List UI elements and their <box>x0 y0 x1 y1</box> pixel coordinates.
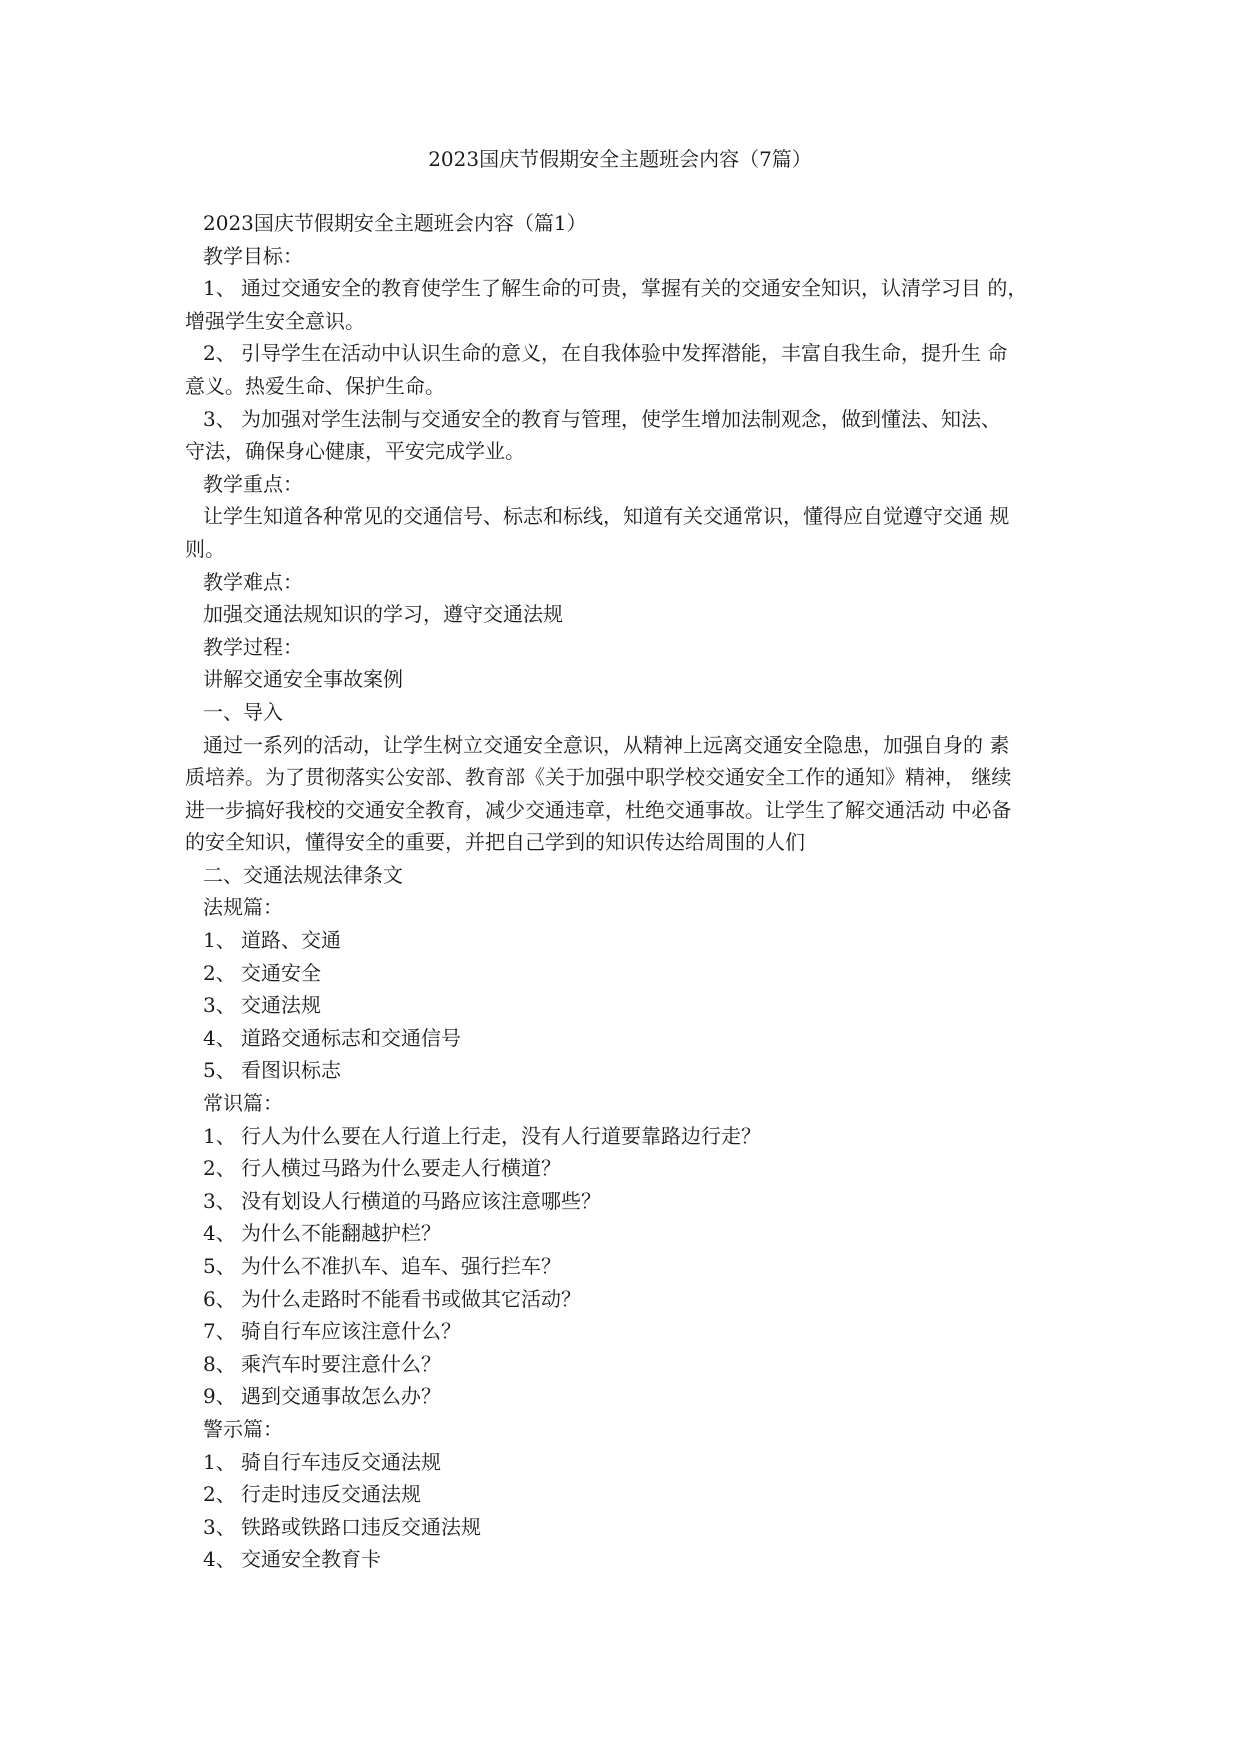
line-text: 守法，确保身心健康，平安完成学业。 <box>185 439 525 464</box>
text-line <box>185 1120 1075 1153</box>
text-line <box>185 859 1075 892</box>
line-text: 质培养。为了贯彻落实公安部、教育部《关于加强中职学校交通安全工作的通知》精神， 继续 <box>185 765 1012 790</box>
text-line <box>185 1283 1075 1316</box>
list-number: 5、 <box>203 1058 236 1083</box>
line-text: 增强学生安全意识。 <box>185 308 365 333</box>
line-text: 行人横过马路为什么要走人行横道？ <box>241 1156 561 1181</box>
list-number: 2、 <box>203 1482 236 1507</box>
line-text: 通过一系列的活动，让学生树立交通安全意识，从精神上远离交通安全隐患，加强自身的 素 <box>203 732 1010 757</box>
list-number: 1、 <box>203 1123 236 1148</box>
line-text: 骑自行车应该注意什么？ <box>241 1319 461 1344</box>
line-text: 加强交通法规知识的学习，遵守交通法规 <box>203 602 563 627</box>
text-line <box>185 566 1075 599</box>
line-text: 交通安全 <box>241 960 321 985</box>
line-text: 进一步搞好我校的交通安全教育，减少交通违章，杜绝交通事故。让学生了解交通活动 中必备 <box>185 797 1012 822</box>
text-line <box>185 891 1075 924</box>
text-line <box>185 696 1075 729</box>
text-line <box>185 1413 1075 1446</box>
line-text: 让学生知道各种常见的交通信号、标志和标线，知道有关交通常识，懂得应自觉遵守交通 规 <box>203 504 1010 529</box>
document-body <box>185 207 1075 1576</box>
list-number: 1、 <box>203 928 236 953</box>
document-title: 2023国庆节假期安全主题班会内容（7篇） <box>428 147 812 171</box>
line-text: 法规篇： <box>203 895 283 920</box>
text-line <box>185 1022 1075 1055</box>
text-line <box>185 272 1075 305</box>
text-line <box>185 500 1075 533</box>
text-line <box>185 1152 1075 1185</box>
text-line <box>185 533 1075 566</box>
line-text: 二、交通法规法律条文 <box>203 862 403 887</box>
text-line <box>185 1446 1075 1479</box>
line-text: 没有划设人行横道的马路应该注意哪些？ <box>241 1188 601 1213</box>
list-number: 4、 <box>203 1025 236 1050</box>
list-number: 1、 <box>203 1449 236 1474</box>
list-number: 4、 <box>203 1221 236 1246</box>
text-line <box>185 631 1075 664</box>
text-line <box>185 1511 1075 1544</box>
text-line <box>185 403 1075 436</box>
text-line <box>185 305 1075 338</box>
text-line <box>185 1054 1075 1087</box>
line-text: 道路交通标志和交通信号 <box>241 1025 461 1050</box>
list-number: 6、 <box>203 1286 236 1311</box>
line-text: 教学目标： <box>203 243 303 268</box>
line-text: 为什么不能翻越护栏？ <box>241 1221 441 1246</box>
text-line <box>185 826 1075 859</box>
text-line <box>185 370 1075 403</box>
line-text: 教学重点： <box>203 471 303 496</box>
text-line <box>185 989 1075 1022</box>
line-text: 为什么走路时不能看书或做其它活动？ <box>241 1286 581 1311</box>
text-line <box>185 1380 1075 1413</box>
text-line <box>185 1185 1075 1218</box>
line-text: 交通安全教育卡 <box>241 1547 381 1572</box>
list-number: 2、 <box>203 960 236 985</box>
text-line <box>185 1087 1075 1120</box>
text-line <box>185 468 1075 501</box>
text-line <box>185 663 1075 696</box>
text-line <box>185 924 1075 957</box>
list-number: 8、 <box>203 1351 236 1376</box>
line-text: 讲解交通安全事故案例 <box>203 667 403 692</box>
line-text: 警示篇： <box>203 1416 283 1441</box>
line-text: 行人为什么要在人行道上行走，没有人行道要靠路边行走？ <box>241 1123 761 1148</box>
line-text: 常识篇： <box>203 1091 283 1116</box>
text-line <box>185 240 1075 273</box>
line-text: 为什么不准扒车、追车、强行拦车？ <box>241 1254 561 1278</box>
list-number: 3、 <box>203 406 236 431</box>
text-line <box>185 337 1075 370</box>
line-text: 遇到交通事故怎么办？ <box>241 1384 441 1409</box>
line-text: 则。 <box>185 536 225 561</box>
line-text: 乘汽车时要注意什么？ <box>241 1351 441 1376</box>
text-line <box>185 761 1075 794</box>
text-line <box>185 207 1075 240</box>
line-text: 骑自行车违反交通法规 <box>241 1449 441 1474</box>
list-number: 2、 <box>203 341 236 366</box>
list-number: 7、 <box>203 1319 236 1344</box>
text-line <box>185 1250 1075 1283</box>
line-text: 的安全知识，懂得安全的重要，并把自己学到的知识传达给周围的人们 <box>185 830 805 855</box>
line-text: 看图识标志 <box>241 1058 341 1083</box>
text-line <box>185 1543 1075 1576</box>
line-text: 铁路或铁路口违反交通法规 <box>241 1514 481 1539</box>
list-number: 2、 <box>203 1156 236 1181</box>
text-line <box>185 957 1075 990</box>
line-text: 交通法规 <box>241 993 321 1018</box>
text-line <box>185 729 1075 762</box>
text-line <box>185 1217 1075 1250</box>
list-number: 3、 <box>203 993 236 1018</box>
list-number: 3、 <box>203 1188 236 1213</box>
line-text: 2023国庆节假期安全主题班会内容（篇1） <box>203 211 587 235</box>
line-text: 一、导入 <box>203 699 283 724</box>
text-line <box>185 598 1075 631</box>
text-line <box>185 1315 1075 1348</box>
line-text: 意义。热爱生命、保护生命。 <box>185 373 445 398</box>
line-text: 引导学生在活动中认识生命的意义，在自我体验中发挥潜能，丰富自我生命，提升生 命 <box>241 341 1008 366</box>
list-number: 3、 <box>203 1514 236 1539</box>
text-line <box>185 794 1075 827</box>
list-number: 1、 <box>203 276 236 301</box>
line-text: 教学难点： <box>203 569 303 594</box>
list-number: 4、 <box>203 1547 236 1572</box>
text-line <box>185 1478 1075 1511</box>
list-number: 9、 <box>203 1384 236 1409</box>
line-text: 教学过程： <box>203 634 303 659</box>
line-text: 道路、交通 <box>241 928 341 953</box>
line-text: 行走时违反交通法规 <box>241 1482 421 1507</box>
text-line <box>185 435 1075 468</box>
list-number: 5、 <box>203 1254 236 1278</box>
line-text: 为加强对学生法制与交通安全的教育与管理，使学生增加法制观念，做到懂法、知法、 <box>241 406 1001 431</box>
text-line <box>185 1348 1075 1381</box>
line-text: 通过交通安全的教育使学生了解生命的可贵，掌握有关的交通安全知识，认清学习目 的， <box>241 276 1028 301</box>
